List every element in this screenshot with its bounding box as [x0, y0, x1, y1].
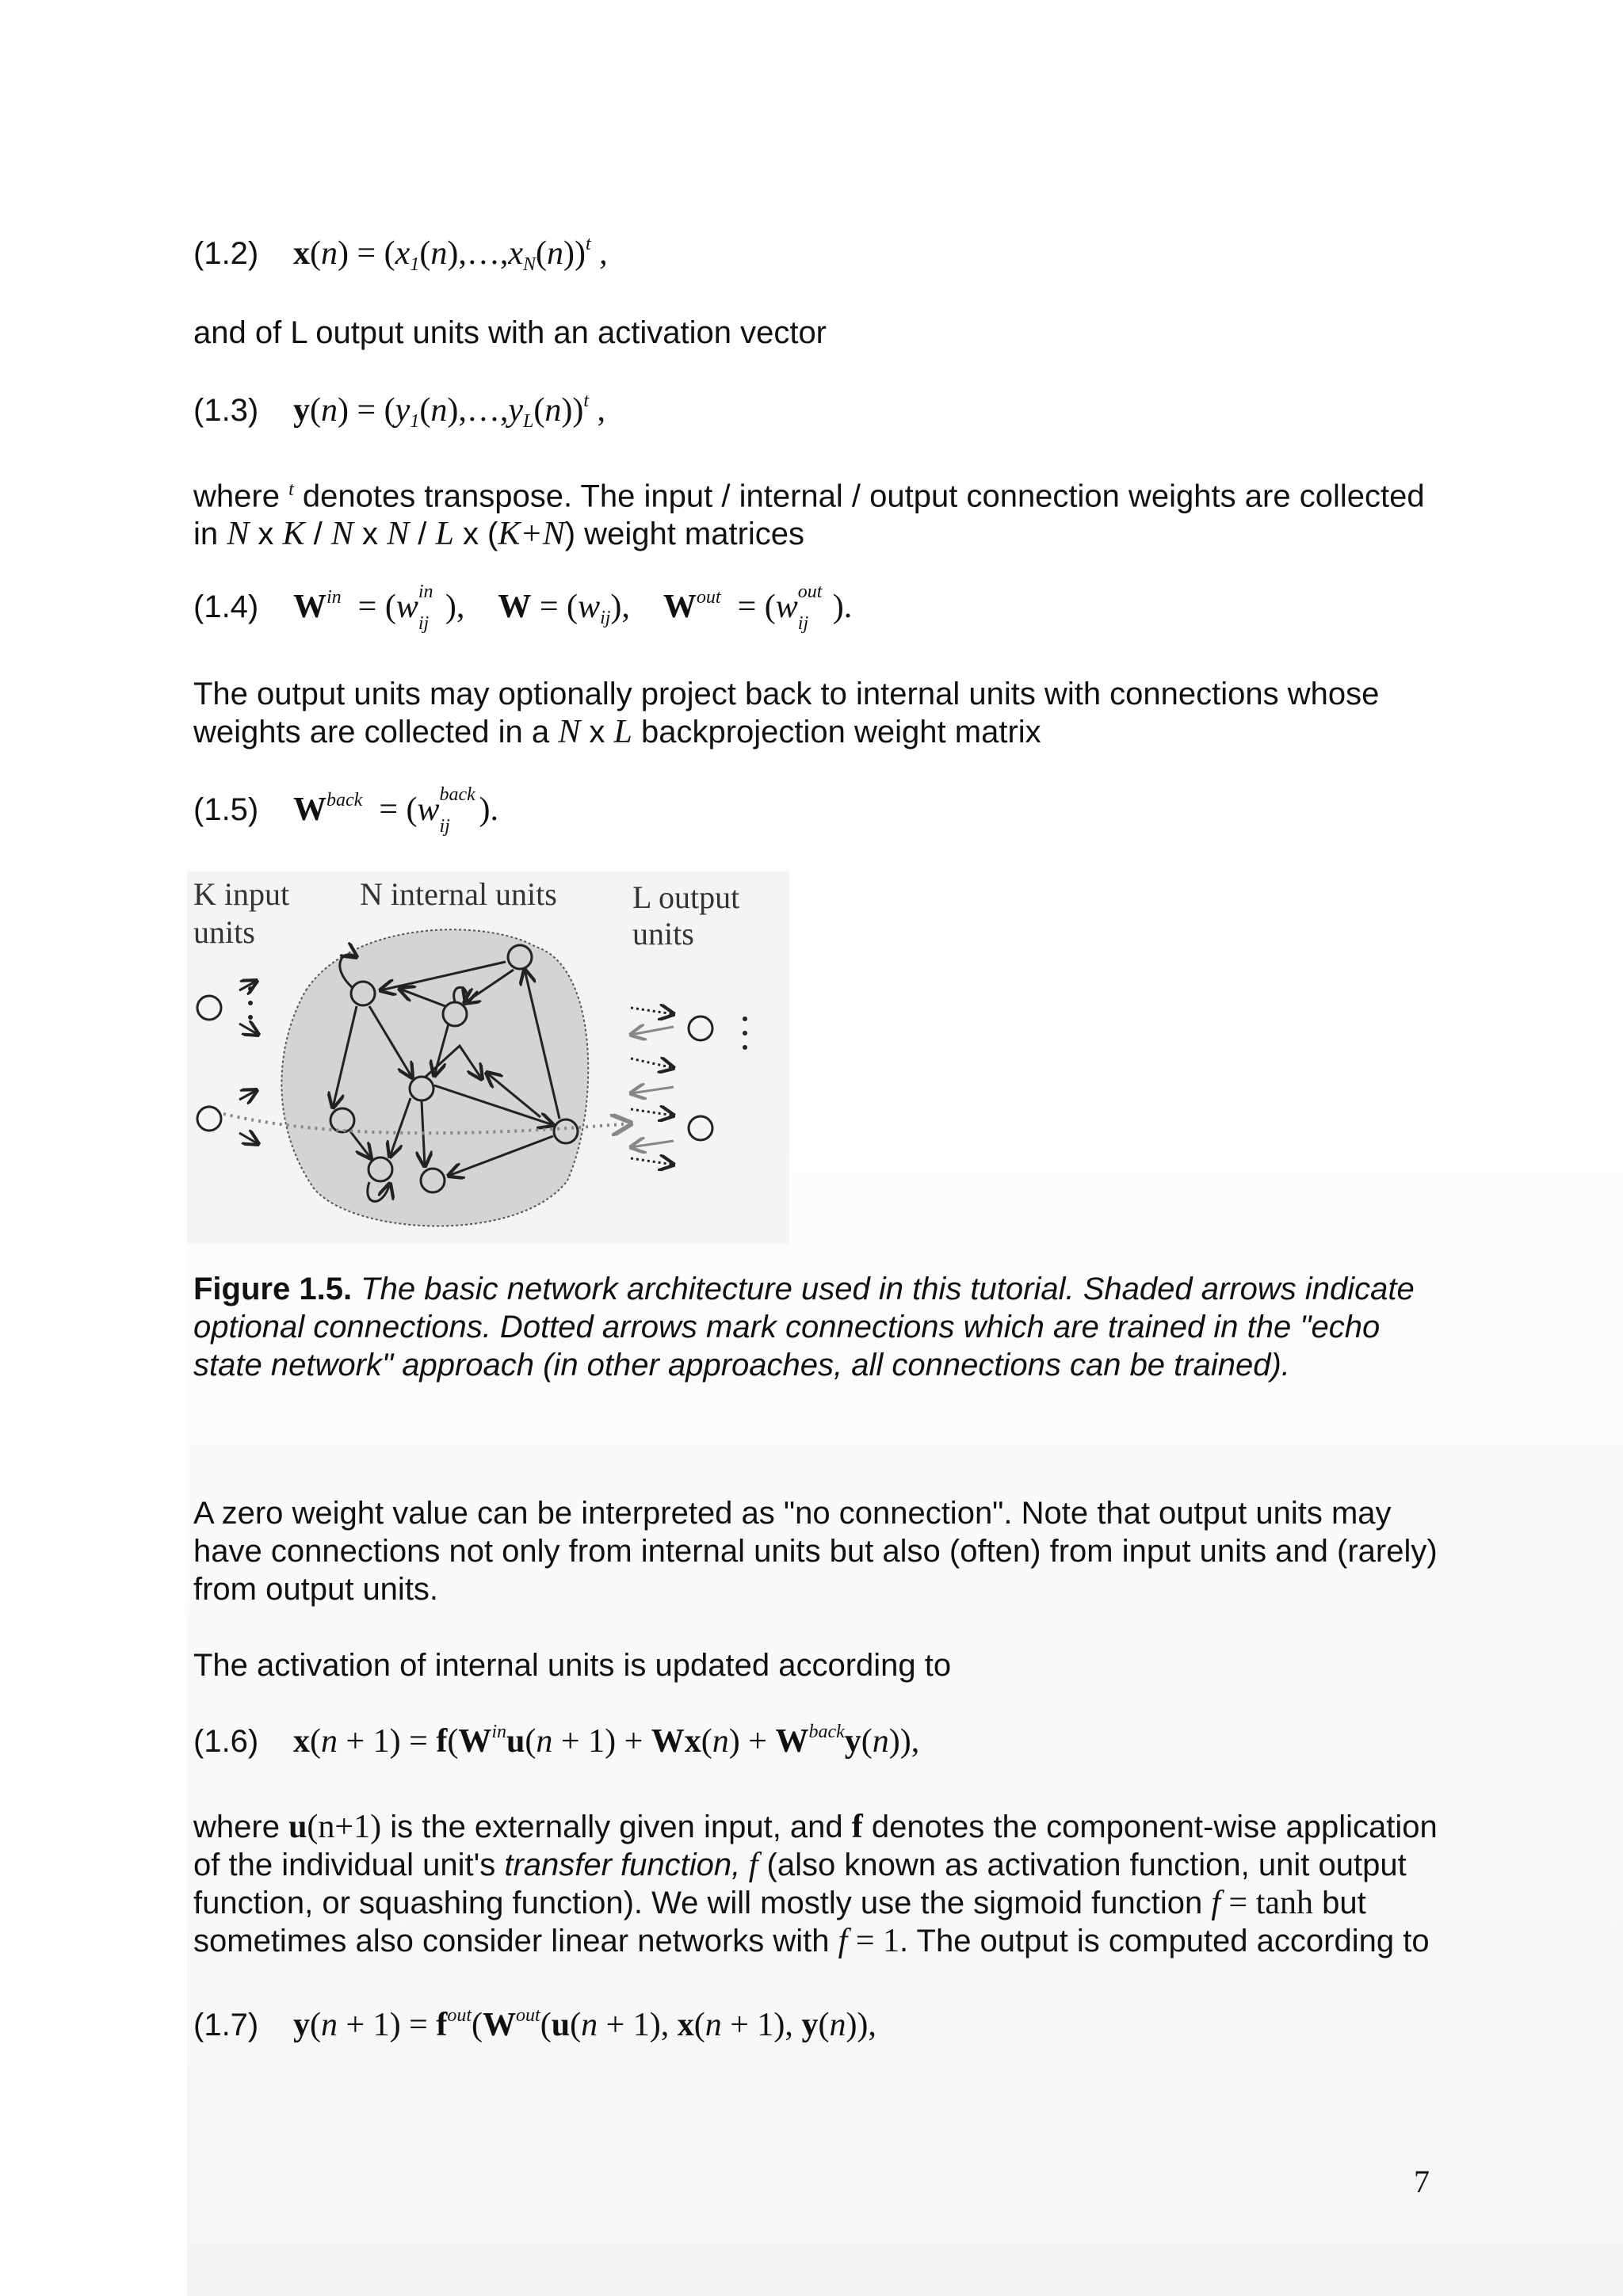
caption-text: The basic network architecture used in this tutorial. Shaded arrows indicate optional connections. Dotted arrows mark connections which are trained in the "echo state network" approach (in other approaches, all connections can be trained).: [193, 1272, 1415, 1383]
input-units-label: K input: [193, 876, 290, 912]
equation-body: $y(n) = (y_1(n),\dots,y_L(n))^t$ ,: [293, 391, 605, 432]
equation-body: $W^{back} = (w$ back ij ).: [293, 784, 499, 837]
paragraph: A zero weight value can be interpreted as "no connection". Note that output units may have connections not only from internal units but also (often) from input units and (rarely) from output units.: [193, 1496, 1438, 1607]
equation-1-6: [193, 1722, 919, 1770]
equation-body: $x(n) = (x_1(n),\dots,x_N(n))^t$ ,: [293, 234, 608, 275]
caption-label: Figure 1.5.: [193, 1272, 353, 1306]
equation-number: (1.5): [193, 792, 259, 827]
equation-body: $W^{in} = (w$ in ij ), $W = (w_{ij})$, $W^{out} = (w$ out ij ).: [293, 582, 853, 634]
page-number: 7: [1414, 2164, 1430, 2199]
paragraph: where $^t$ denotes transpose. The input / internal / output connection weights are collected in N x K / N x N / L x (K+N) weight matrices: [193, 479, 1425, 553]
network-architecture-figure: [187, 871, 789, 1244]
equation-1-5: [193, 784, 499, 838]
input-units-label-line2: units: [193, 914, 255, 950]
paragraph: The activation of internal units is updated according to: [193, 1648, 952, 1683]
equation-number: (1.2): [193, 236, 259, 271]
figure-caption: [193, 1270, 1445, 1384]
equation-number: (1.3): [193, 393, 259, 428]
output-units-label: L output: [632, 879, 740, 915]
equation-number: (1.7): [193, 2008, 259, 2042]
reservoir-region: [281, 929, 588, 1226]
equation-1-7: [193, 2006, 876, 2054]
equation-number: (1.4): [193, 589, 259, 624]
equation-1-4: [193, 582, 853, 635]
paragraph: and of L output units with an activation vector: [193, 315, 827, 350]
equation-body: $x(n + 1) = f(W^{in}u(n + 1) + Wx(n) + W^{back}y(n))$,: [293, 1722, 920, 1760]
output-units-label-line2: units: [632, 916, 694, 952]
equation-1-2: [193, 235, 608, 282]
equation-body: $y(n + 1) = f^{out}(W^{out}(u(n + 1)$, x(n + 1), y(n)),: [293, 2005, 876, 2043]
paragraph: The output units may optionally project back to internal units with connections whose weights are collected in a N x L backprojection weight matrix: [193, 677, 1380, 750]
internal-units-label: N internal units: [360, 876, 557, 912]
equation-number: (1.6): [193, 1724, 259, 1759]
equation-1-3: [193, 391, 605, 439]
paragraph: where u(n+1) is the externally given input, and f denotes the component-wise application of the individual unit's transfer function, f (also known as activation function, unit output function, or squashing function). We will mostly use the sigmoid function f = tanh but sometimes also consider linear networks with f = 1. The output is computed according to: [193, 1809, 1438, 1959]
